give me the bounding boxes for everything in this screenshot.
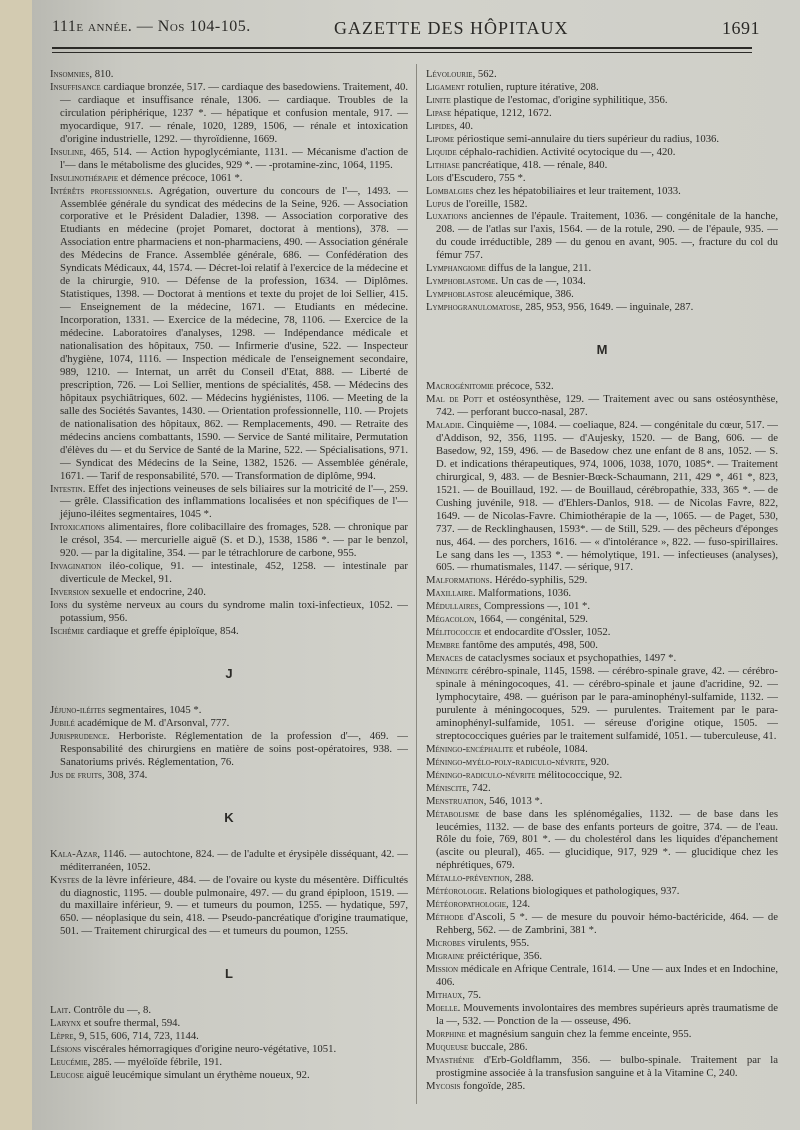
header-rule-thick (52, 47, 752, 49)
entry-heading: Menaces (426, 652, 463, 665)
index-entry (426, 756, 778, 769)
index-entry (426, 393, 778, 419)
index-entry (426, 172, 778, 185)
entry-heading: Menstruation, (426, 794, 487, 807)
index-entry (426, 639, 778, 652)
entry-heading: Intérêts professionnels. (50, 184, 153, 197)
right-column (426, 68, 778, 1093)
index-entry (426, 743, 778, 756)
entry-heading: Lipase (426, 106, 452, 119)
index-entry (50, 730, 408, 769)
entry-references: et rubéole, 1084. (513, 742, 588, 755)
entry-heading: Kala-Azar, (50, 847, 101, 860)
entry-heading: Invagination (50, 560, 102, 573)
index-entry (426, 275, 778, 288)
entry-heading: Mithaux, (426, 988, 466, 1001)
page (32, 0, 800, 1130)
index-entry (426, 1080, 778, 1093)
section-letter: K (224, 809, 234, 825)
entry-references: cardiaque et greffe épiploïque, 854. (84, 624, 239, 637)
entry-heading: Lithiase (426, 158, 460, 171)
index-entry (426, 574, 778, 587)
index-entry (426, 159, 778, 172)
entry-references: périostique semi-annulaire du tiers supérieur du radius, 1036. (454, 132, 720, 145)
entry-references: de cataclysmes sociaux et psychopathies, 1497 *. (462, 652, 677, 665)
entry-references: hépatique, 1212, 1672. (451, 106, 552, 119)
entry-heading: Insuffisance (50, 80, 101, 93)
entry-heading: Méningo-myélo-poly-radiculo-névrite, (426, 755, 588, 768)
entry-heading: Insulinothérapie (50, 171, 119, 184)
entry-references: céphalo-rachidien. Activité ocytocique du —, 420. (456, 145, 676, 158)
entry-heading: Leucémie, (50, 1056, 91, 1069)
entry-heading: Météoropathologie, (426, 898, 509, 911)
index-entry (426, 989, 778, 1002)
index-entry (50, 521, 408, 560)
entry-references: d'Ascoli, 5 *. — de mesure du pouvoir hémo-bactéricide, 464. — de Rehberg, 562. — de Zambrini, 381 *. (436, 911, 778, 937)
entry-references: 75. (465, 988, 482, 1001)
entry-heading: Mégacolon, (426, 613, 477, 626)
index-entry (426, 185, 778, 198)
entry-references: de la lèvre inférieure, 484. — de l'ovaire ou kyste du mésentère. Difficultés du diagnostic, 1195. — double pulmonaire, 497. — du grand épiploon, 1519. — du maxillaire inférieur, 9. — et tumeurs du poumon, 1255. — hydatique, 597, 650. — néoplasique du sein, 418. — Pseudo-pancréatique d'origine traumatique, 501. — Traitement chirurgical des — et tumeurs du poumon, 1255. (60, 873, 408, 938)
entry-heading: Liquide (426, 145, 457, 158)
entry-heading: Lombalgies (426, 184, 474, 197)
entry-heading: Myasthénie (426, 1053, 474, 1066)
entry-heading: Linite (426, 93, 451, 106)
entry-references: chez les hépatobiliaires et leur traitement, 1033. (473, 184, 681, 197)
entry-heading: Méningo-radiculo-névrite (426, 768, 536, 781)
entry-references: 288. (512, 872, 534, 885)
entry-references: sexuelle et endocrine, 240. (88, 586, 206, 599)
entry-references: 562. (475, 68, 497, 80)
entry-references: 40. (456, 119, 474, 132)
entry-references: cérébro-spinale, 1145, 1598. — cérébro-spinale grave, 42. — cérébro-spinale à méningocoques, 41. — cérébro-spinale et jaune d'acridine, 92. — lymphocytaire, 498. — guérison par le para-aminophényl-sulfamide, 1132. — purulente à méningocoques, 529. — purulentes. Traitement par le para-aminophényl-sulfamide, 1051. — séreuse d'origine otique, 1505. — streptococciques guéries par le traitement sulfamidé, 1051. — tuberculeuse, 41. (436, 665, 778, 742)
entry-references: viscérales hémorragiques d'origine neuro-végétative, 1051. (81, 1043, 337, 1056)
entry-heading: Muqueuse (426, 1040, 469, 1053)
entry-references: de l'oreille, 1582. (450, 197, 528, 210)
page-header (32, 18, 800, 48)
entry-heading: Kystes (50, 873, 80, 886)
index-entry (50, 625, 408, 638)
entry-references: Malformations, 1036. (475, 587, 572, 600)
index-entry (426, 301, 778, 314)
issue-number: 111e année. — Nos 104-105. (52, 18, 251, 35)
index-entry (426, 94, 778, 107)
entry-references: médicale en Afrique Centrale, 1614. — Une — aux Indes et en Indochine, 406. (436, 963, 778, 988)
index-entry (426, 81, 778, 94)
entry-heading: Métabolisme (426, 807, 480, 820)
entry-references: anciennes de l'épaule. Traitement, 1036. — congénitale de la hanche, 208. — de l'atlas sur l'axis, 1564. — de la rotule, 290. — de l'épaule, 935. — du coude irréductible, 289 — du genou en avant, 905. —, fracture du col du fémur 757. (436, 210, 778, 262)
entry-references: mélitococcique, 92. (535, 768, 623, 781)
left-column (50, 68, 408, 1082)
entry-heading: Jubilé (50, 716, 75, 729)
index-entry (426, 665, 778, 743)
index-entry (426, 380, 778, 393)
entry-references: 920. (587, 755, 610, 768)
entry-heading: Intestin. (50, 482, 86, 495)
index-entry (426, 950, 778, 963)
entry-heading: Lésions (50, 1043, 82, 1056)
entry-references: 1146. — autochtone, 824. — de l'adulte et érysipèle disséquant, 42. — méditerranéen, 1052. (60, 847, 408, 873)
entry-references: Hérédo-syphilis, 529. (492, 574, 588, 587)
entry-references: et ostéosynthèse, 129. — Traitement avec ou sans ostéosynthèse, 742. — perforant bucco-nasal, 287. (436, 393, 778, 419)
entry-heading: Métallo-prévention, (426, 872, 513, 885)
entry-heading: Microbes (426, 937, 466, 950)
entry-heading: Insuline, (50, 145, 87, 158)
entry-references: iléo-colique, 91. — intestinale, 452, 1258. — intestinale par diverticule de Meckel, 91. (60, 560, 408, 586)
entry-heading: Leucose (50, 1069, 84, 1082)
entry-references: Compressions —, 101 *. (481, 600, 591, 613)
entry-heading: Ligament (426, 80, 465, 93)
entry-references: 285, 953, 956, 1649. — inguinale, 287. (522, 301, 694, 314)
entry-references: Herboriste. Réglementation de la profession d'—, 469. — Responsabilité des chirurgiens en matière de soins post-opératoires, 938. — Sanatoriums privés. Réglementation, 76. (60, 729, 408, 768)
entry-heading: Lupus (426, 197, 451, 210)
entry-references: buccale, 286. (468, 1040, 528, 1053)
index-entry (426, 795, 778, 808)
index-entry (426, 885, 778, 898)
index-entry (426, 1002, 778, 1028)
journal-title: GAZETTE DES HÔPITAUX (334, 18, 569, 38)
entry-heading: Lévolourie, (426, 68, 476, 80)
index-entry (50, 185, 408, 483)
entry-heading: Macrogénitomie (426, 380, 494, 393)
entry-references: aleucémique, 386. (493, 288, 574, 301)
index-entry (426, 68, 778, 81)
entry-heading: Méniscite, (426, 781, 470, 794)
entry-heading: Larynx (50, 1017, 82, 1030)
entry-references: Contrôle du —, 8. (70, 1004, 152, 1017)
index-entry (426, 120, 778, 133)
index-entry (426, 872, 778, 885)
entry-heading: Mycosis (426, 1079, 461, 1092)
section-letter: J (225, 665, 233, 681)
entry-references: académique de M. d'Arsonval, 777. (74, 716, 230, 729)
entry-heading: Lait. (50, 1004, 71, 1017)
index-entry (426, 937, 778, 950)
index-entry (50, 769, 408, 782)
index-entry (50, 1056, 408, 1069)
index-entry (426, 963, 778, 989)
page-number: 1691 (722, 18, 760, 38)
index-entry (426, 146, 778, 159)
entry-references: et endocardite d'Ossler, 1052. (481, 626, 611, 639)
entry-heading: Jurisprudence. (50, 729, 110, 742)
index-entry (426, 613, 778, 626)
index-entry (426, 133, 778, 146)
section-letter: L (225, 966, 233, 982)
entry-heading: Lymphoblastose (426, 288, 494, 301)
entry-heading: Maxillaire. (426, 587, 476, 600)
entry-references: Un cas de —, 1034. (498, 275, 586, 288)
entry-heading: Inversion (50, 586, 89, 599)
index-entry (426, 1028, 778, 1041)
index-entry (50, 560, 408, 586)
entry-references: Cinquième —, 1084. — coeliaque, 824. — congénitale du cœur, 517. — d'Addison, 92, 356, 1195. — d'Aujesky, 1520. — de Bang, 606. — de Basedow, 92, 159, 496. — de Basedow chez une enfant de 8 ans, 1052. — S. D. et indications thérapeutiques, 974, 1006, 1038, 1070, 1085*. — Traitement chirurgical, 9, 483. — de Besnier-Bœck-Schaumann, 211, 429 *, 461 *, 823, 1521. — de Bouillaud, 192. — de Bouillaud, cérébropathie, 333, 365 *. — de Cushing juvénile, 918. — d'Ehlers-Danlos, 918. — de Nicolas Favre, 822, 1649. — de Nicolas-Favre. Chimiothérapie de la —, 1065. — de Paget, 530, 737. — de Recklinghausen, 1593*. — de Still, 529. — des pêcheurs d'éponges nus, 464. — des porchers, 1616. — « d'intolérance », 822. — fuso-spirillaires. Le sang dans les —, 1353 *. — hémolytique, 191. — infectieuses (analyses), 605. — rhumatismales, 1147. — sérique, 917. (436, 418, 778, 574)
entry-references: et démence précoce, 1061 *. (118, 171, 243, 184)
entry-references: du système nerveux au cours du syndrome malin toxi-infectieux, 1052. — potassium, 956. (60, 599, 408, 625)
index-entry (426, 210, 778, 262)
entry-heading: Lymphogranulomatose, (426, 301, 523, 314)
index-entry (50, 1030, 408, 1043)
index-entry (426, 262, 778, 275)
index-entry (50, 717, 408, 730)
entry-references: plastique de l'estomac, d'origine syphilitique, 356. (450, 93, 668, 106)
entry-references: et soufre thermal, 594. (81, 1017, 181, 1030)
index-entry (426, 782, 778, 795)
entry-heading: Mission (426, 963, 459, 975)
entry-heading: Insomnies, (50, 68, 93, 80)
entry-references: préictérique, 356. (464, 950, 543, 963)
entry-references: cardiaque bronzée, 517. — cardiaque des basedowiens. Traitement, 40. — cardiaque et insuffisance rénale, 1306. — cardiaque. Troubles de la circulation périphérique, 1237 *. — hépatique et confusion mentale, 917. — myocardique, 917. — rénale, 1020, 1289, 1506, — rénale et intoxication d'origine industrielle, 1292. — thyroïdienne, 1669. (60, 80, 408, 145)
index-entry (50, 1017, 408, 1030)
entry-references: 465, 514. — Action hypoglycémiante, 1131. — Mécanisme d'action de l'— dans le métabolisme des glucides, 929 *. — -protamine-zinc, 1064, 1195. (60, 145, 408, 171)
entry-references: Agrégation, ouverture du concours de l'—, 1493. — Assemblée générale du syndicat des médecins de la Seine, 926. — Association corporative et le Président Daladier, 1398. — Association corporative des Etudiants en médecine (projet Pomaret, doctorat à mentions), 378. — Association entre pharmaciens et non-pharmaciens, 490. — Association générale des Médecins de France. Assemblée générale, 686. — Confédération des Syndicats Médicaux, 44, 1574. — Décret-loi relatif à l'exercice de la médecine et de la chirurgie, 910. — Défense de la profession, 1634. — Diplômes. Statistiques, 1398. — Doctorat à mentions et texte du projet de loi Sellier, 415. — Enseignement de la médecine, 1671. — Etudiants en médecine. Incorporation, 1331. — Exercice de la médecine, 78, 1106. — Exercice de la médecine. Laboratoires d'analyses, 1298. — Indépendance médicale et nationalisation des hôpitaux, 750. — Infirmerie d'usine, 522. — Inspecteur d'hygiène, 1074, 1116. — Inspection médicale de l'enseignement secondaire, 989, 1210. — Internat, un arrêt du Conseil d'Etat, 888. — Liberté de prescription, 726. — Loi Sellier, mentions de spécialités, 458. — Médecins des hôpitaux psychiâtriques, 602. — Médecins hygiénistes, 1106. — Meeting de la salle des Sociétés Savantes, 1430. — Orientation professionnelle, 110. — Projets de nationalisation des hôpitaux, 862. — Remplacements, 490. — Retraite des médecins anciens combattants, 1590. — Service de Santé militaire, Permutation d'élèves du — et du Service de Santé de la Marine, 522. — Spécialisations, 971. — Syndicat des Médecins de la Seine, 1382, 1526. — Assemblée générale, 1671. — Tarif de responsabilité, 570. — Transformation de diplôme, 994. (60, 184, 408, 482)
entry-heading: Méningo-encéphalite (426, 742, 514, 755)
entry-references: d'Erb-Goldflamm, 356. — bulbo-spinale. Traitement par la prostigmine associée à la transfusion sanguine et à la Vitamine C, 240. (436, 1053, 778, 1079)
entry-references: Relations biologiques et pathologiques, 937. (486, 885, 680, 898)
index-entry (426, 1054, 778, 1080)
entry-heading: Lois (426, 171, 444, 184)
entry-heading: Jus de fruits, (50, 768, 105, 781)
entry-heading: Membre (426, 639, 460, 652)
index-entry (426, 808, 778, 873)
index-entry (50, 1069, 408, 1082)
entry-references: 9, 515, 606, 714, 723, 1144. (76, 1030, 199, 1043)
entry-heading: Jéjuno-iléites (50, 703, 106, 716)
entry-heading: Maladie. (426, 418, 465, 431)
entry-heading: Mal de Pott (426, 393, 483, 406)
entry-heading: Méthode (426, 911, 464, 924)
entry-references: fantôme des amputés, 498, 500. (459, 639, 598, 652)
entry-heading: Lymphoblastome. (426, 275, 499, 288)
index-entry (50, 1004, 408, 1017)
index-entry (50, 599, 408, 625)
index-entry (426, 419, 778, 574)
entry-heading: Médullaires, (426, 600, 482, 613)
entry-references: rotulien, rupture itérative, 208. (464, 80, 599, 93)
entry-references: aiguë leucémique simulant un érythème noueux, 92. (83, 1069, 310, 1082)
entry-references: précoce, 532. (493, 380, 554, 393)
entry-references: 810. (92, 68, 114, 80)
index-entry (50, 81, 408, 146)
index-entry (426, 898, 778, 911)
index-entry (426, 600, 778, 613)
entry-heading: Ions (50, 599, 68, 612)
entry-heading: Morphine (426, 1027, 466, 1040)
entry-heading: Méningite (426, 665, 469, 678)
entry-references: 546, 1013 *. (486, 794, 543, 807)
entry-references: d'Escudero, 755 *. (443, 171, 526, 184)
entry-heading: Lipome (426, 132, 455, 145)
index-entry (50, 172, 408, 185)
entry-heading: Lymphangiome (426, 262, 486, 275)
entry-references: pancréatique, 418. — rénale, 840. (459, 158, 608, 171)
entry-references: 124. (508, 898, 531, 911)
entry-references: virulents, 955. (465, 937, 530, 950)
entry-references: Effet des injections veineuses de sels biliaires sur la motricité de l'—, 259. — grêle. Classification des inflammations localisées et non spécifiques de l'— jéjuno-iléites segmentaires, 1045 *. (60, 482, 408, 521)
entry-references: 742. (469, 781, 491, 794)
entry-references: 1664, — congénital, 529. (476, 613, 588, 626)
entry-heading: Météorologie. (426, 885, 487, 898)
header-rule-thin (52, 52, 752, 53)
index-entry (50, 586, 408, 599)
entry-references: 308, 374. (104, 768, 148, 781)
entry-references: segmentaires, 1045 *. (105, 703, 202, 716)
index-entry (50, 68, 408, 81)
entry-heading: Migraine (426, 950, 465, 963)
entry-heading: Intoxications (50, 521, 105, 534)
entry-heading: Lèpre, (50, 1030, 77, 1043)
entry-references: diffus de la langue, 211. (485, 262, 592, 275)
section-letter: M (596, 342, 608, 358)
entry-heading: Malformations. (426, 574, 493, 587)
column-divider (416, 64, 417, 1104)
entry-references: de base dans les splénomégalies, 1132. — de base dans les leucémies, 1132. — de base des enfants porteurs de goitre, 374. — de l'eau. Rôle du foie, 769, 801 *. — du cholestérol dans les liquides d'épanchement (ascite ou pleural), 465. — glucidique, 917, 929 *. — glucidique chez les néphrétiques, 679. (436, 807, 778, 872)
index-entry (426, 587, 778, 600)
index-entry (50, 704, 408, 717)
index-entry (426, 652, 778, 665)
index-entry (426, 107, 778, 120)
index-entry (426, 288, 778, 301)
entry-references: 285. — myéloïde fébrile, 191. (90, 1056, 223, 1069)
entry-heading: Mélitococcie (426, 626, 482, 639)
index-entry (426, 626, 778, 639)
index-entry (426, 769, 778, 782)
index-entry (426, 1041, 778, 1054)
entry-references: et magnésium sanguin chez la femme enceinte, 955. (465, 1027, 692, 1040)
index-entry (50, 1043, 408, 1056)
entry-references: alimentaires, flore colibacillaire des fromages, 528. — chronique par le crésol, 354. — mercurielle aiguë (S. et D.), 1538, 1586 *. — par le benzol, 920. — par la digitaline, 354. — par le tétrachlorure de carbone, 955. (60, 521, 408, 560)
index-entry (50, 848, 408, 874)
index-entry (426, 198, 778, 211)
entry-heading: Lipides, (426, 119, 457, 132)
entry-heading: Ischémie (50, 624, 85, 637)
index-entry (426, 911, 778, 937)
entry-references: Mouvements involontaires des membres supérieurs après traumatisme de la —, 532. — Ponction de la — osseuse, 496. (436, 1001, 778, 1027)
entry-heading: Luxations (426, 210, 468, 223)
entry-heading: Moelle. (426, 1001, 461, 1014)
index-entry (50, 483, 408, 522)
index-entry (50, 146, 408, 172)
entry-references: fongoïde, 285. (460, 1079, 526, 1092)
index-entry (50, 874, 408, 939)
